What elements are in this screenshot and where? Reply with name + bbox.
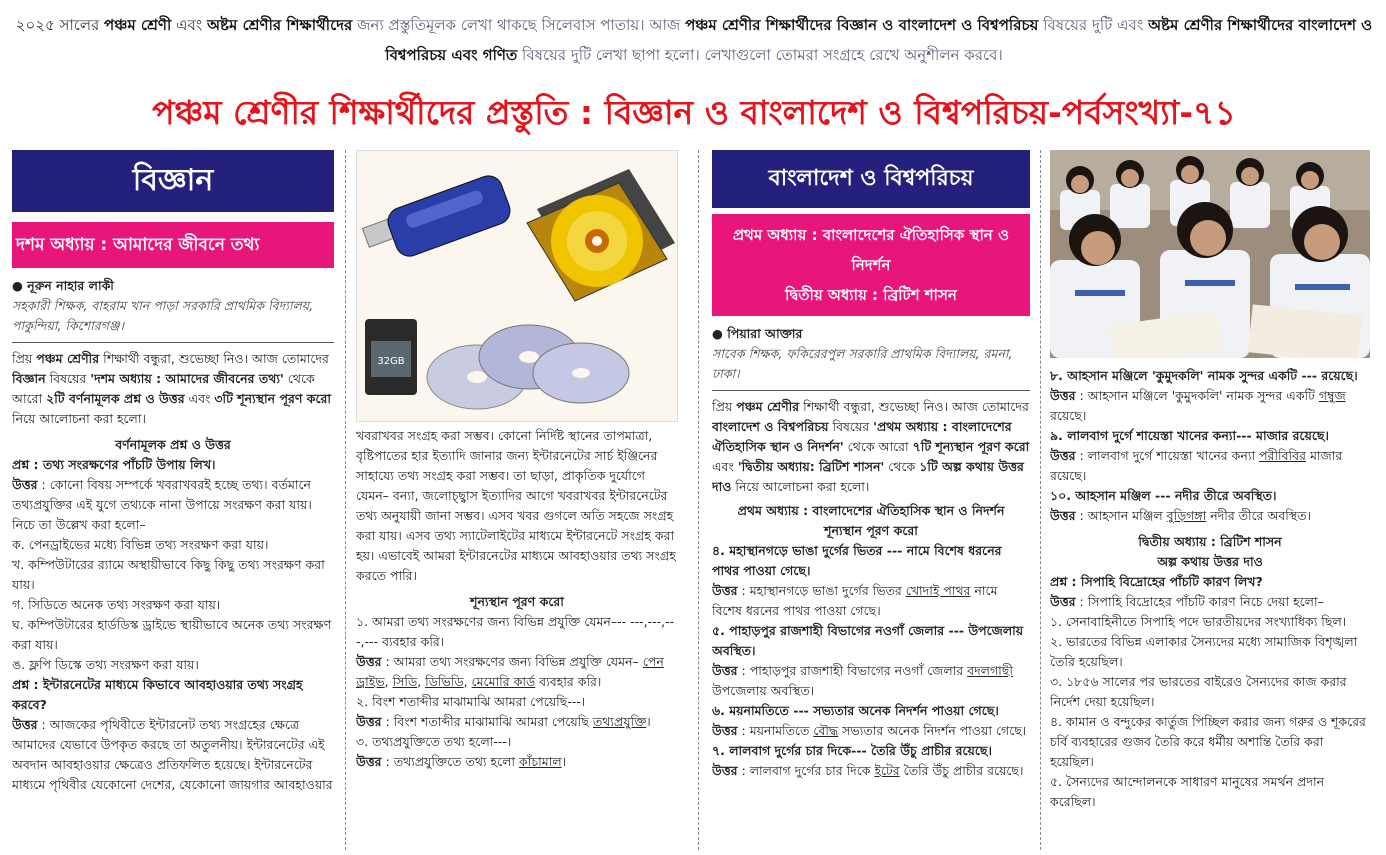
science-subheading: বর্ণনামূলক প্রশ্ন ও উত্তর — [115, 437, 231, 452]
bgp-greeting: প্রিয় পঞ্চম শ্রেণীর শিক্ষার্থী বন্ধুরা, শুভেচ্ছা নিও। আজ তোমাদের বাংলাদেশ ও বিশ্বপরিচয় বিষয়ের 'প্রথম অধ্যায় : বাংলাদেশের ঐতিহাসিক স্থান ও নিদর্শন' থেকে আরো ৭টি শূন্যস্থান পূরণ করো এবং 'দ্বিতীয় অধ্যায়: ব্রিটিশ শাসন' থেকে ১টি অল্প কথায় উত্তর দাও নিয়ে আলোচনা করা হলো। — [712, 399, 1030, 494]
science-heading: বিজ্ঞান — [12, 150, 334, 212]
intro-text: এবং — [176, 16, 203, 34]
intro-bold: পঞ্চম শ্রেণী — [104, 16, 172, 34]
intro-text: বিষয়ের দুটি এবং — [1043, 16, 1144, 34]
intro-bold: অষ্টম শ্রেণীর শিক্ষার্থীদের বাংলাদেশ ও বিশ্বপরিচয় এবং গণিত — [385, 16, 1373, 64]
bgp-short-answer-subheading: অল্প কথায় উত্তর দাও — [1157, 554, 1263, 569]
bgp-chapter-2: দ্বিতীয় অধ্যায় : ব্রিটিশ শাসন — [785, 286, 957, 304]
list-item: ৫. সৈন্যদের আন্দোলনকে সাধারণ মানুষের সমর্থন প্রদান করেছিল। — [1050, 774, 1325, 809]
list-item: ঘ. কম্পিউটারের হার্ডডিস্ক ড্রাইভে স্থায়ীভাবে অনেক তথ্য সংরক্ষণ করা যায়। — [12, 617, 332, 652]
science-question-1: প্রশ্ন : তথ্য সংরক্ষণের পাঁচটি উপায় লিখ। — [12, 457, 216, 472]
fill-question: ৩. তথ্যপ্রযুক্তিতে তথ্য হলো---। — [356, 734, 512, 749]
bgp-author: ● পিয়ারা আক্তার — [712, 326, 803, 341]
bgp-answer: উত্তর : সিপাহি বিদ্রোহের পাঁচটি কারণ নিচে দেয়া হলো– — [1050, 594, 1324, 609]
fill-question: ৫. পাহাড়পুর রাজশাহী বিভাগের নওগাঁ জেলার --- উপজেলায় অবস্থিত। — [712, 623, 1024, 658]
fill-question: ২. বিংশ শতাব্দীর মাঝামাঝি আমরা পেয়েছি---। — [356, 694, 586, 709]
bgp-subheading-2: শূন্যস্থান পূরণ করো — [824, 523, 918, 538]
intro-bold: পঞ্চম শ্রেণীর শিক্ষার্থীদের বিজ্ঞান ও বাংলাদেশ ও বিশ্বপরিচয় — [685, 16, 1039, 34]
bgp-affiliation: সাবেক শিক্ষক, ফকিরেরপুল সরকারি প্রাথমিক বিদ্যালয়, রমনা, ঢাকা। — [712, 346, 1013, 381]
science-question-2: প্রশ্ন : ইন্টারনেটের মাধ্যমে কিভাবে আবহাওয়ার তথ্য সংগ্রহ করবে? — [12, 677, 303, 712]
list-item: গ. সিডিতে অনেক তথ্য সংরক্ষণ করা যায়। — [12, 597, 221, 612]
bgp-chapter-2-subheading: দ্বিতীয় অধ্যায় : ব্রিটিশ শাসন — [1138, 534, 1282, 549]
science-author: ● নূরুন নাহার লাকী — [12, 278, 114, 293]
list-item: ১. সেনাবাহিনীতে সিপাহি পদে ভারতীয়দের সংখ্যাধিক্য ছিল। — [1050, 614, 1347, 629]
science-column — [12, 150, 334, 850]
fill-answer: উত্তর : লালবাগ দুর্গে শায়েস্তা খানের কন্যা পরীবিবির মাজার রয়েছে। — [1050, 448, 1343, 483]
list-item: ৩. ১৮৫৬ সালের পর ভারতের বাইরেও সৈন্যদের কাজ করার নির্দেশ দেয়া হয়েছিল। — [1050, 674, 1347, 709]
intro-text: জন্য প্রস্তুতিমূলক লেখা থাকছে সিলেবাস পাতায়। আজ — [357, 16, 681, 34]
fill-answer: উত্তর : আমরা তথ্য সংরক্ষণের জন্য বিভিন্ন প্রযুক্তি যেমন– পেন ড্রাইভ, সিডি, ডিভিডি, মেমোরি কার্ড ব্যবহার করি। — [356, 654, 664, 689]
science-column-continued — [356, 426, 678, 850]
students-photo-illustration — [1050, 150, 1370, 358]
memory-card-icon — [365, 319, 417, 395]
intro-text: ২০২৫ সালের — [15, 16, 100, 34]
page-banner-title: পঞ্চম শ্রেণীর শিক্ষার্থীদের প্রস্তুতি : বিজ্ঞান ও বাংলাদেশ ও বিশ্বপরিচয়-পর্বসংখ্যা-৭১ — [152, 93, 1236, 132]
fill-answer: উত্তর : আহসান মঞ্জিল বুড়িগঙ্গা নদীর তীরে অবস্থিত। — [1050, 508, 1311, 523]
fill-answer: উত্তর : তথ্যপ্রযুক্তিতে তথ্য হলো কাঁচামাল। — [356, 754, 567, 769]
science-greeting: প্রিয় পঞ্চম শ্রেণীর শিক্ষার্থী বন্ধুরা, শুভেচ্ছা নিও। আজ তোমাদের বিজ্ঞান বিষয়ের 'দশম অধ্যায় : আমাদের জীবনের তথ্য' থেকে আরো ২টি বর্ণনামূলক প্রশ্ন ও উত্তর এবং ৩টি শূন্যস্থান পূরণ করো নিয়ে আলোচনা করা হলো। — [12, 351, 332, 426]
cd-case-icon — [527, 169, 675, 301]
fill-answer: উত্তর : লালবাগ দুর্গের চার দিকে ইটের তৈরি উঁচু প্রাচীর রয়েছে। — [712, 763, 1024, 778]
bgp-subheading-1: প্রথম অধ্যায় : বাংলাদেশের ঐতিহাসিক স্থান ও নিদর্শন — [737, 503, 1005, 518]
disc-icon — [427, 325, 629, 409]
intro-bold: অষ্টম শ্রেণীর শিক্ষার্থীদের — [207, 16, 353, 34]
list-item: ঙ. ফ্লপি ডিস্কে তথ্য সংরক্ষণ করা যায়। — [12, 657, 199, 672]
list-item: ৪. কামান ও বন্দুকের কার্তুজ পিচ্ছিল করার জন্য গরুর ও শূকরের চর্বি ব্যবহারের গুজব তৈরি করে ধর্মীয় অশান্তি তৈরি করা হয়েছিল। — [1050, 714, 1366, 769]
fill-question: ৭. লালবাগ দুর্গের চার দিকে--- তৈরি উঁচু প্রাচীর রয়েছে। — [712, 743, 992, 758]
fill-question: ১০. আহসান মঞ্জিল --- নদীর তীরে অবস্থিত। — [1050, 488, 1277, 503]
list-item: ২. ভারতের বিভিন্ন এলাকার সৈন্যদের মধ্যে সামাজিক বিশৃঙ্খলা তৈরি হয়েছিল। — [1050, 634, 1358, 669]
storage-devices-illustration — [357, 151, 678, 422]
bgp-column — [712, 150, 1030, 850]
fill-question: ১. আমরা তথ্য সংরক্ষণের জন্য বিভিন্ন প্রযুক্তি যেমন–-- ---,---,---,--- ব্যবহার করি। — [356, 614, 675, 649]
divider — [12, 342, 334, 343]
fill-answer: উত্তর : বিংশ শতাব্দীর মাঝামাঝি আমরা পেয়েছি তথ্যপ্রযুক্তি। — [356, 714, 651, 729]
fill-answer: উত্তর : পাহাড়পুর রাজশাহী বিভাগের নওগাঁ জেলার বদলগাছী উপজেলায় অবস্থিত। — [712, 663, 1013, 698]
science-answer-2: উত্তর : আজকের পৃথিবীতে ইন্টারনেট তথ্য সংগ্রহের ক্ষেত্রে আমাদের যেভাবে উপকৃত করছে তা অতুলনীয়। ইন্টারনেটের এই অবদান আবহাওয়ার ক্ষেত্রেও প্রতিফলিত হয়েছে। ইন্টারনেটের মাধ্যমে পৃথিবীর যেকোনো দেশের, যেকোনো জায়গার আবহাওয়ার — [12, 717, 333, 792]
intro-paragraph — [14, 10, 1374, 70]
divider — [712, 390, 1030, 391]
fill-answer: উত্তর : ময়নামতিতে বৌদ্ধ সভ্যতার অনেক নিদর্শন পাওয়া গেছে। — [712, 723, 1027, 738]
list-item: খ. কম্পিউটারের র‍্যামে অস্থায়ীভাবে কিছু কিছু তথ্য সংরক্ষণ করা যায়। — [12, 557, 325, 592]
fill-question: ৯. লালবাগ দুর্গে শায়েস্তা খানের কন্যা--- মাজার রয়েছে। — [1050, 428, 1329, 443]
fill-question: ৬. ময়নামতিতে --- সভ্যতার অনেক নিদর্শন পাওয়া গেছে। — [712, 703, 999, 718]
science-chapter-title: দশম অধ্যায় : আমাদের জীবনে তথ্য — [12, 222, 334, 268]
fill-answer: উত্তর : মহাস্থানগড়ে ভাঙা দুর্গের ভিতর খোদাই পাথর নামে বিশেষ ধরনের পাথর পাওয়া গেছে। — [712, 583, 998, 618]
column-divider — [345, 150, 346, 850]
pen-drive-icon — [362, 172, 514, 260]
column-divider — [1040, 150, 1041, 850]
bgp-chapter-box — [712, 214, 1030, 316]
list-item: ক. পেনড্রাইভের মধ্যে বিভিন্ন তথ্য সংরক্ষণ করা যায়। — [12, 537, 269, 552]
classroom-photo — [1050, 150, 1370, 358]
svg-text:32GB: 32GB — [377, 356, 405, 367]
column-divider — [698, 150, 699, 850]
fill-question: ৪. মহাস্থানগড়ে ভাঙা দুর্গের ভিতর --- নামে বিশেষ ধরনের পাথর পাওয়া গেছে। — [712, 543, 1002, 578]
fill-answer: উত্তর : আহসান মঞ্জিলে 'কুমুদকলি' নামক সুন্দর একটি গম্বুজ রয়েছে। — [1050, 388, 1346, 423]
storage-devices-image — [356, 150, 678, 422]
bgp-chapter-1: প্রথম অধ্যায় : বাংলাদেশের ঐতিহাসিক স্থান ও নিদর্শন — [732, 226, 1010, 274]
fill-question: ৮. আহসান মঞ্জিলে 'কুমুদকলি' নামক সুন্দর একটি --- রয়েছে। — [1050, 368, 1358, 383]
bgp-column-continued — [1050, 366, 1370, 850]
science-fill-subheading: শূন্যস্থান পূরণ করো — [470, 594, 564, 609]
science-affiliation: সহকারী শিক্ষক, বাহরাম খান পাড়া সরকারি প্রাথমিক বিদ্যালয়, পাকুন্দিয়া, কিশোরগঞ্জ। — [12, 298, 314, 333]
intro-text: বিষয়ের দুটি লেখা ছাপা হলো। লেখাগুলো তোমরা সংগ্রহে রেখে অনুশীলন করবে। — [522, 46, 1003, 64]
bgp-heading: বাংলাদেশ ও বিশ্বপরিচয় — [712, 150, 1030, 208]
science-answer-1: উত্তর : কোনো বিষয় সম্পর্কে খবরাখবরই হচ্ছে তথ্য। বর্তমানে তথ্যপ্রযুক্তির এই যুগে তথ্যকে নানা উপায়ে সংরক্ষণ করা যায়। নিচে তা উল্লেখ করা হলো– — [12, 477, 312, 532]
bgp-question: প্রশ্ন : সিপাহি বিদ্রোহের পাঁচটি কারণ লিখ? — [1050, 574, 1263, 589]
science-answer-2-continued: খবরাখবর সংগ্রহ করা সম্ভব। কোনো নির্দিষ্ট স্থানের তাপমাত্রা, বৃষ্টিপাতের হার ইত্যাদি জানার জন্য ইন্টারনেটের সার্চ ইঞ্জিনের সাহায্যে তথ্য সংগ্রহ করা সম্ভব। তা ছাড়া, প্রাকৃতিক দুর্যোগে যেমন– বন্যা, জলোচ্ছ্বাস ইত্যাদির আগে খবরাখবর ইন্টারনেটের তথ্য অনুযায়ী জানা সম্ভব। এসব খবর গুগলে অতি সহজে সংগ্রহ করা যায়। এসব তথ্য স্যাটেলাইটের মাধ্যমে ইন্টারনেটে সংগ্রহ করা হয়। এভাবেই আমরা ইন্টারনেটের মাধ্যমে আবহাওয়ার তথ্য সংগ্রহ করতে পারি। — [356, 428, 676, 583]
